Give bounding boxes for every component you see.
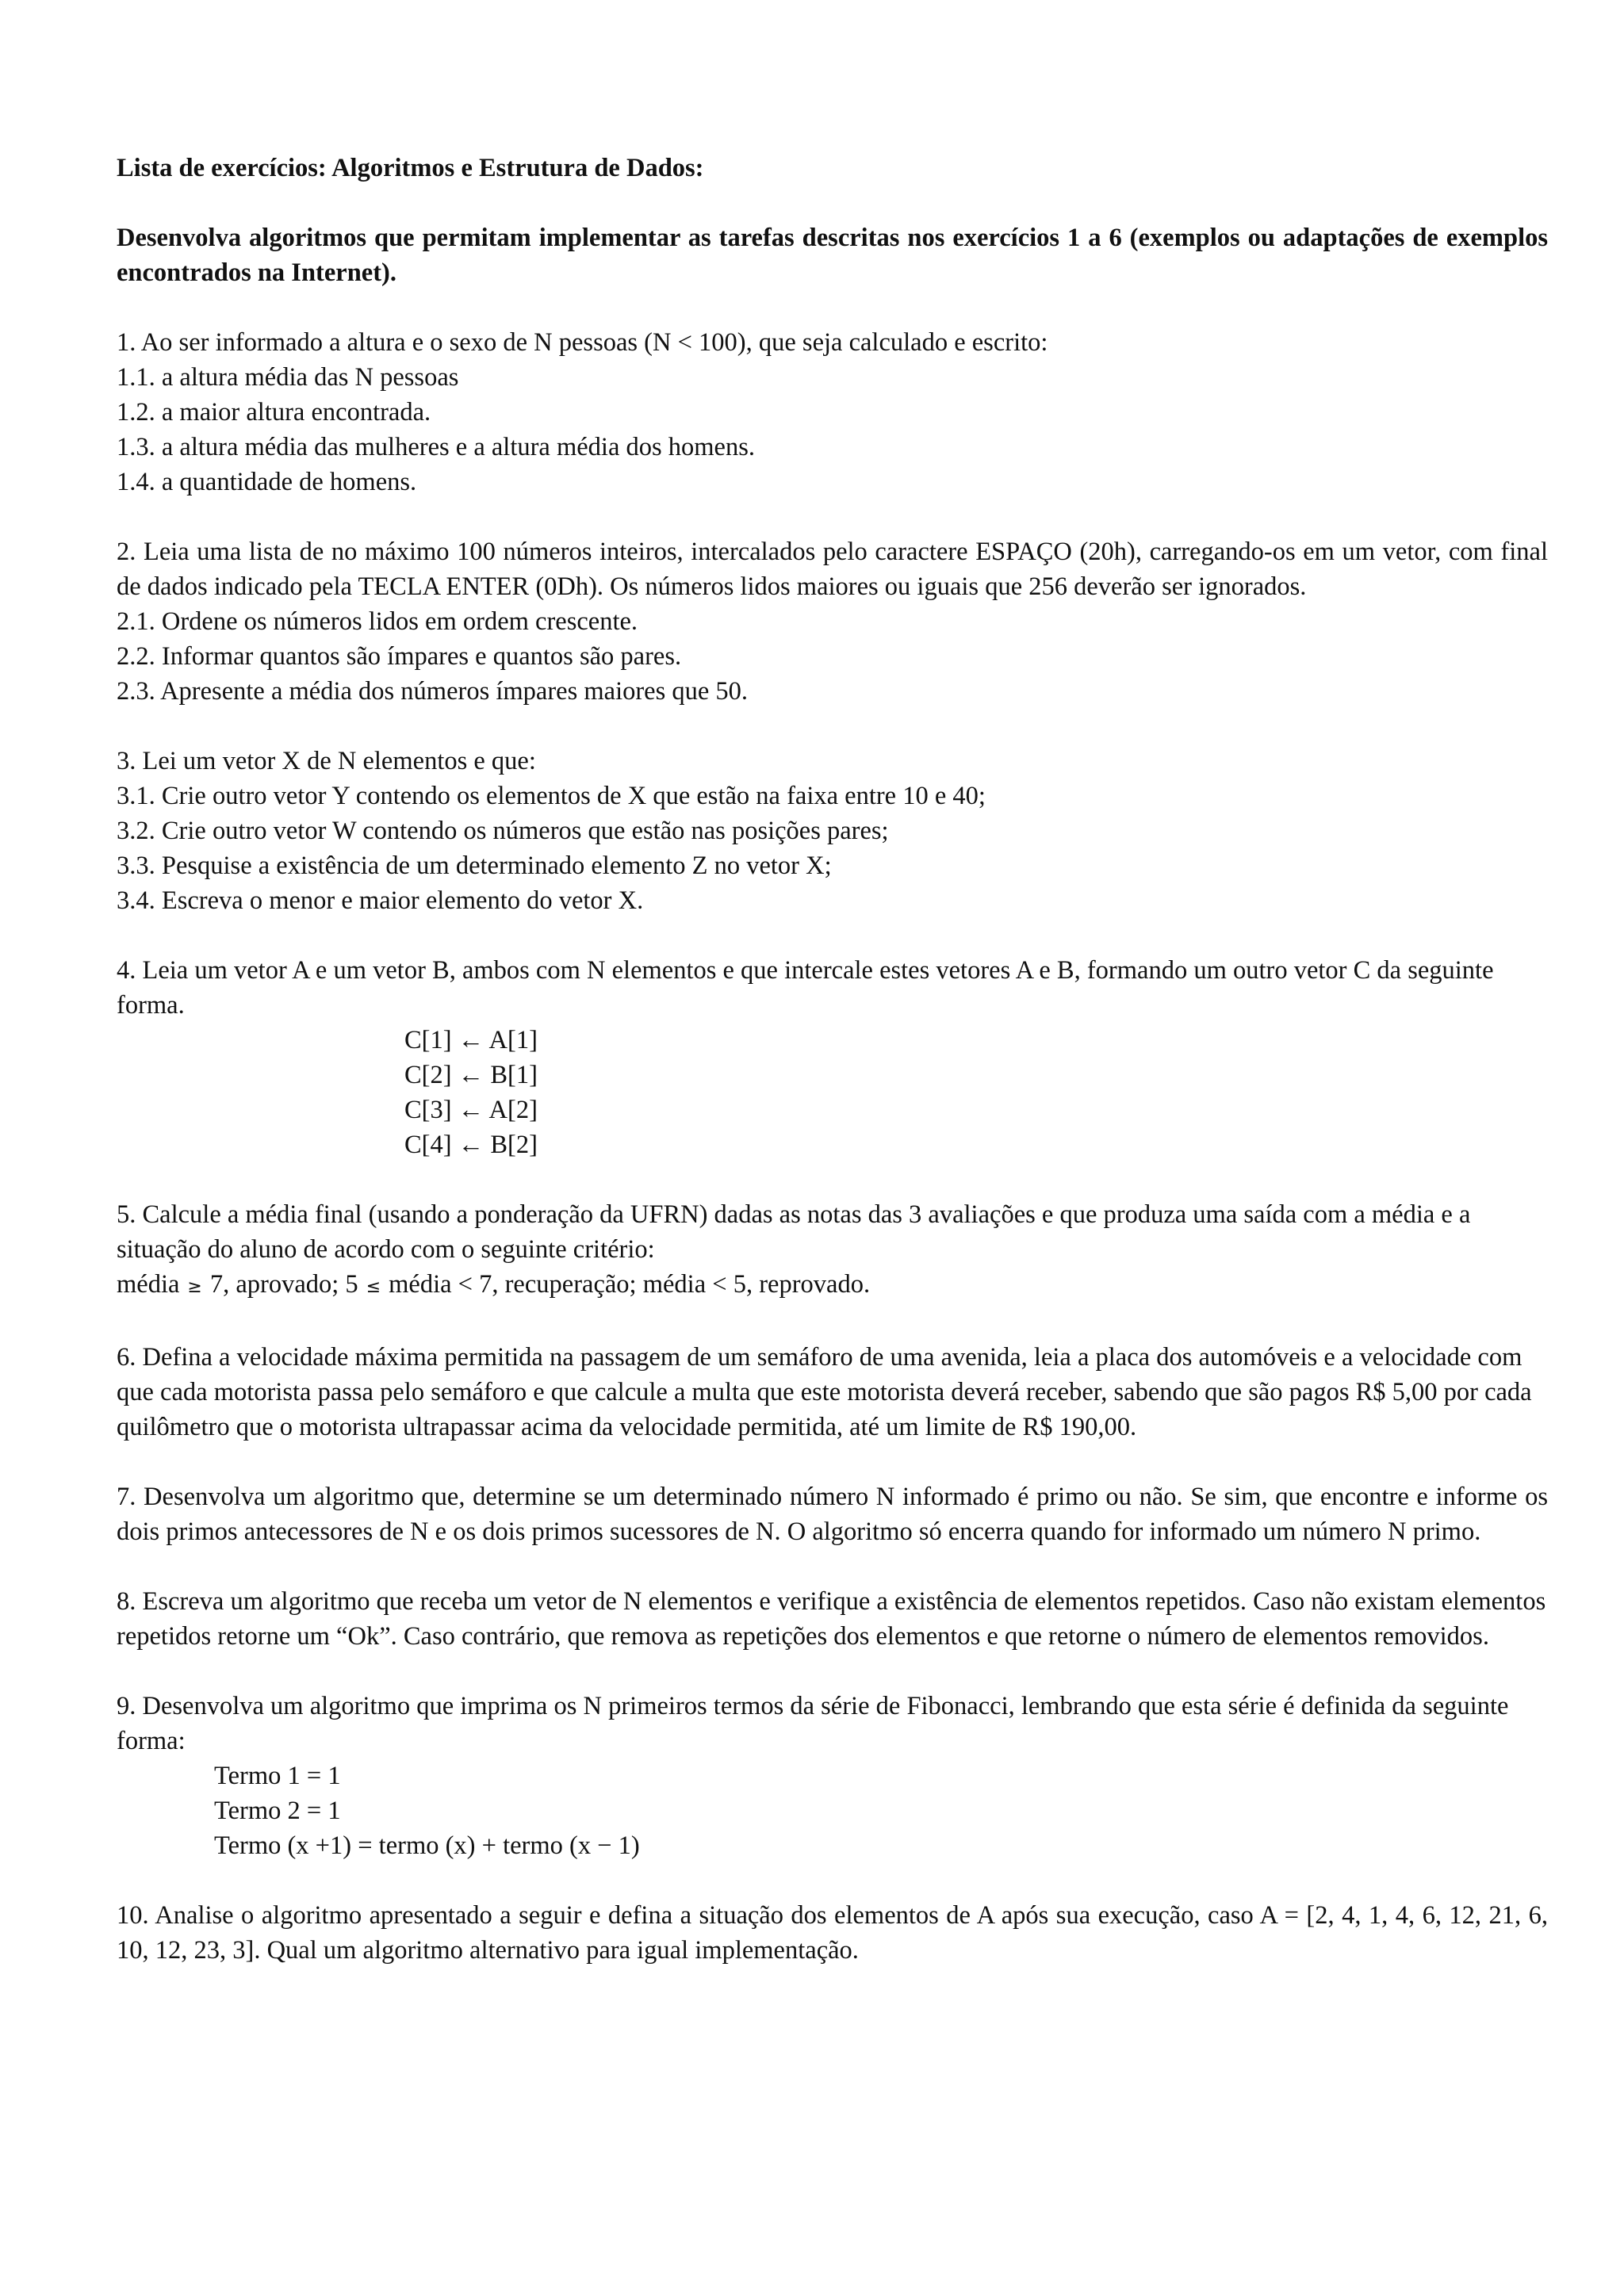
assignment-line: C[1] ← A[1]	[404, 1026, 538, 1054]
exercise-6: 6. Defina a velocidade máxima permitida na passagem de um semáforo de uma avenida, leia a placa dos automóveis e a velocidade com que cada motorista passa pelo semáforo e que calcule a multa que este motorista deverá receber, sabendo que são pagos R$ 5,00 por cada quilômetro que o motorista ultrapassar acima da velocidade permitida, até um limite de R$ 190,00.	[117, 1343, 1532, 1441]
document-title: Lista de exercícios: Algoritmos e Estrutura de Dados:	[117, 154, 704, 182]
instructions: Desenvolva algoritmos que permitam implementar as tarefas descritas nos exercícios 1 a 6 (exemplos ou adaptações de exemplos encontrados na Internet).	[117, 224, 1548, 287]
exercise-2	[117, 534, 1548, 709]
exercise-5-intro: 5. Calcule a média final (usando a ponderação da UFRN) dadas as notas das 3 avaliações e que produza uma saída com a média e a situação do aluno de acordo com o seguinte critério:	[117, 1200, 1471, 1264]
list-item: 2.3. Apresente a média dos números ímpares maiores que 50.	[117, 677, 749, 706]
criteria-part-c: média < 7, recuperação; média < 5, reprovado.	[389, 1270, 871, 1299]
assignment-line: C[3] ← A[2]	[404, 1096, 538, 1124]
grading-criteria	[117, 1267, 1548, 1305]
exercise-2-intro: 2. Leia uma lista de no máximo 100 números inteiros, intercalados pelo caractere ESPAÇO (20h), carregando-os em um vetor, com final de dados indicado pela TECLA ENTER (0Dh). Os números lidos maiores ou iguais que 256 deverão ser ignorados.	[117, 538, 1548, 601]
exercise-10: 10. Analise o algoritmo apresentado a seguir e defina a situação dos elementos de A após sua execução, caso A = [2, 4, 1, 4, 6, 12, 21, 6, 10, 12, 23, 3]. Qual um algoritmo alternativo para igual implementação.	[117, 1901, 1548, 1965]
exercise-3-items	[117, 779, 1548, 918]
assignment-line: C[4] ← B[2]	[404, 1131, 538, 1159]
list-item: 3.2. Crie outro vetor W contendo os números que estão nas posições pares;	[117, 817, 889, 845]
exercise-2-items	[117, 604, 1548, 709]
exercise-1	[117, 325, 1548, 499]
exercise-3-intro: 3. Lei um vetor X de N elementos e que:	[117, 747, 536, 775]
list-item: 1.1. a altura média das N pessoas	[117, 363, 459, 392]
document-page	[117, 151, 1548, 1968]
exercise-7: 7. Desenvolva um algoritmo que, determine se um determinado número N informado é primo ou não. Se sim, que encontre e informe os dois primos antecessores de N e os dois primos sucessores de N. O algoritmo só encerra quando for informado um número N primo.	[117, 1483, 1548, 1546]
fibonacci-definition	[117, 1758, 1548, 1863]
list-item: 1.2. a maior altura encontrada.	[117, 398, 431, 427]
definition-line: Termo (x +1) = termo (x) + termo (x − 1)	[214, 1831, 640, 1860]
definition-line: Termo 1 = 1	[214, 1762, 341, 1790]
assignment-block	[117, 1023, 1548, 1162]
list-item: 3.1. Crie outro vetor Y contendo os elementos de X que estão na faixa entre 10 e 40;	[117, 782, 986, 810]
exercise-9-intro: 9. Desenvolva um algoritmo que imprima os N primeiros termos da série de Fibonacci, lembrando que esta série é definida da seguinte forma:	[117, 1692, 1509, 1755]
list-item: 3.3. Pesquise a existência de um determinado elemento Z no vetor X;	[117, 851, 832, 880]
list-item: 2.1. Ordene os números lidos em ordem crescente.	[117, 607, 638, 636]
exercise-8: 8. Escreva um algoritmo que receba um vetor de N elementos e verifique a existência de elementos repetidos. Caso não existam elementos repetidos retorne um “Ok”. Caso contrário, que remova as repetições dos elementos e que retorne o número de elementos removidos.	[117, 1587, 1546, 1651]
greater-equal-symbol: ≥	[187, 1277, 202, 1297]
criteria-part-b: 7, aprovado; 5	[209, 1270, 358, 1299]
exercise-9	[117, 1689, 1548, 1863]
list-item: 2.2. Informar quantos são ímpares e quantos são pares.	[117, 642, 682, 671]
list-item: 3.4. Escreva o menor e maior elemento do vetor X.	[117, 886, 644, 915]
exercise-1-intro: 1. Ao ser informado a altura e o sexo de N pessoas (N < 100), que seja calculado e escrito:	[117, 328, 1048, 357]
definition-line: Termo 2 = 1	[214, 1797, 341, 1825]
exercise-4-intro: 4. Leia um vetor A e um vetor B, ambos com N elementos e que intercale estes vetores A e B, formando um outro vetor C da seguinte forma.	[117, 956, 1494, 1020]
exercise-4	[117, 953, 1548, 1162]
list-item: 1.4. a quantidade de homens.	[117, 468, 417, 496]
exercise-5	[117, 1197, 1548, 1305]
exercise-3	[117, 744, 1548, 918]
exercise-1-items	[117, 360, 1548, 499]
less-equal-symbol: ≤	[366, 1277, 381, 1297]
list-item: 1.3. a altura média das mulheres e a altura média dos homens.	[117, 433, 756, 461]
criteria-part-a: média	[117, 1270, 180, 1299]
assignment-line: C[2] ← B[1]	[404, 1061, 538, 1089]
